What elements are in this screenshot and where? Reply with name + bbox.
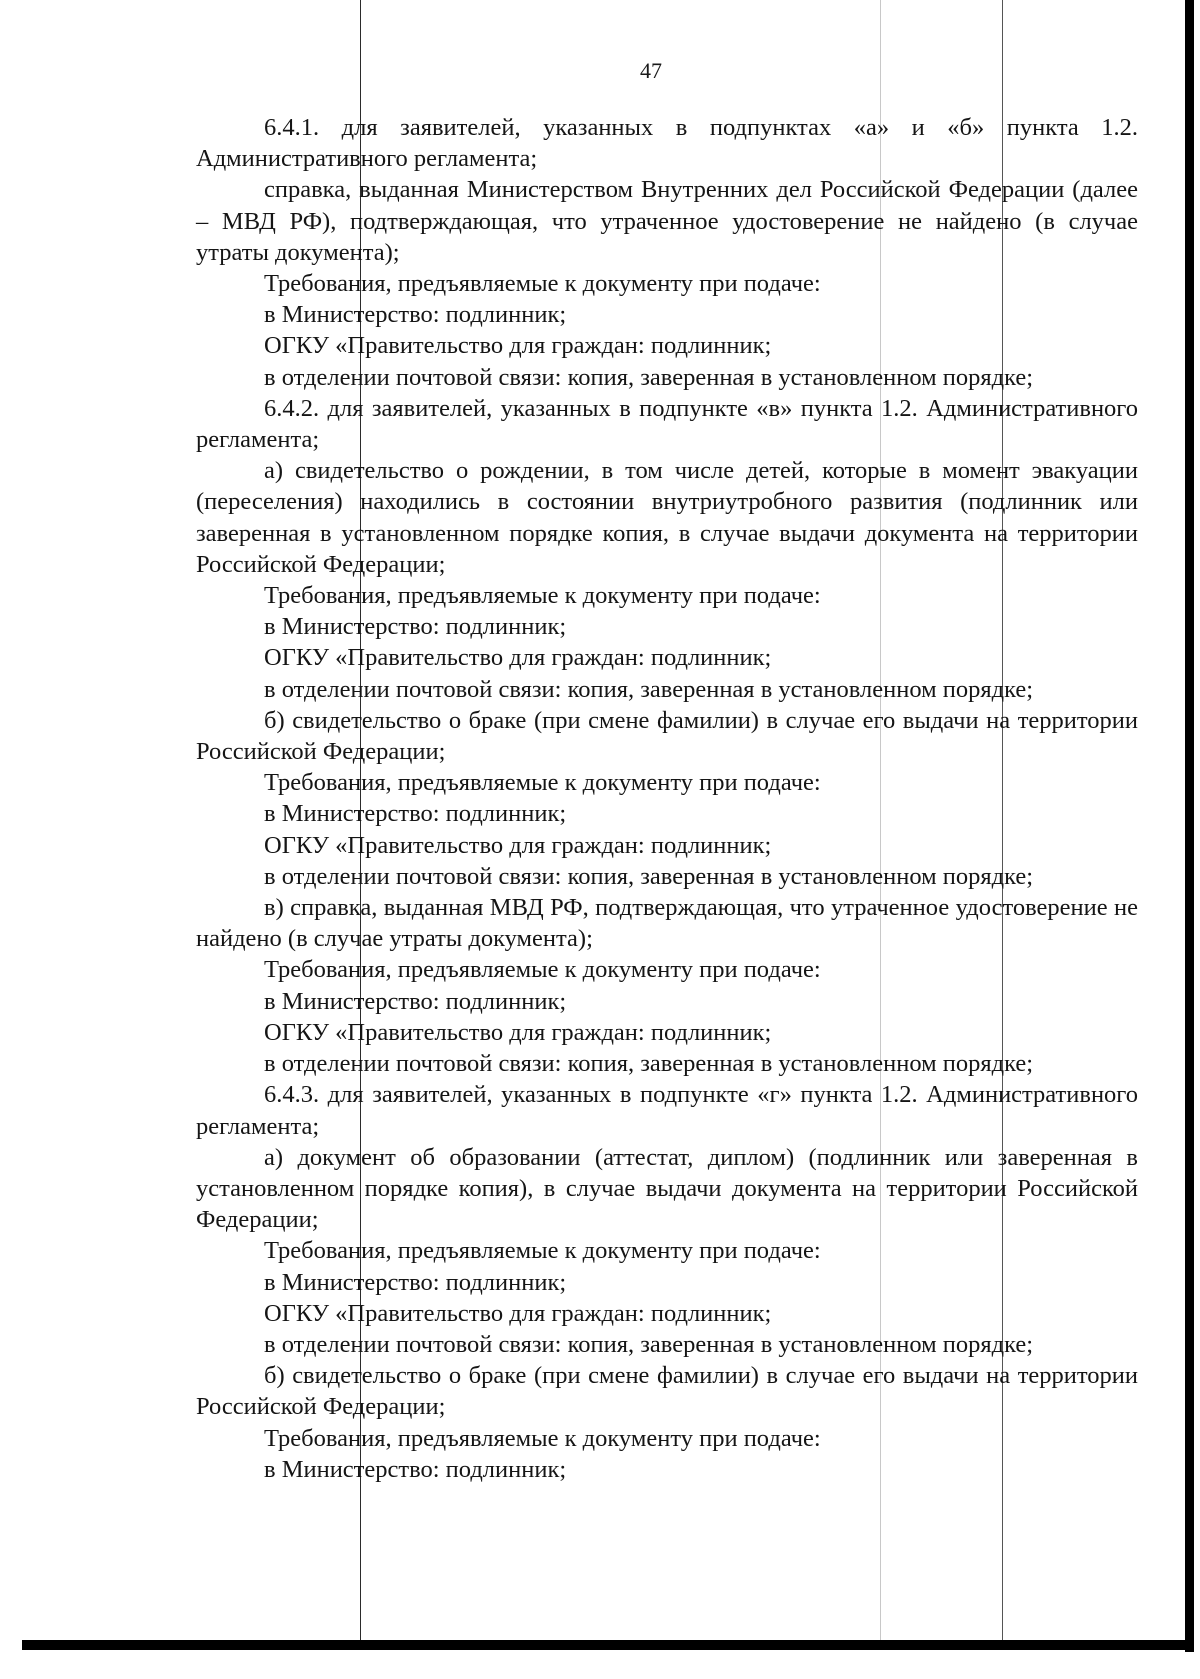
paragraph: ОГКУ «Правительство для граждан: подлинник;: [264, 644, 772, 672]
paragraph: в Министерство: подлинник;: [264, 800, 567, 828]
paragraph: 6.4.1. для заявителей, указанных в подпунктах «а» и «б» пункта 1.2. Административного регламента;: [196, 114, 1138, 173]
paragraph: ОГКУ «Правительство для граждан: подлинник;: [264, 332, 772, 360]
paragraph: Требования, предъявляемые к документу при подаче:: [264, 956, 821, 984]
paragraph: 6.4.2. для заявителей, указанных в подпункте «в» пункта 1.2. Административного регламента;: [196, 394, 1138, 454]
paragraph: б) свидетельство о браке (при смене фамилии) в случае его выдачи на территории Российской Федерации;: [196, 706, 1138, 766]
document-body: [196, 112, 1138, 1485]
paragraph: 6.4.3. для заявителей, указанных в подпункте «г» пункта 1.2. Административного регламента;: [196, 1081, 1138, 1140]
paragraph: в Министерство: подлинник;: [264, 301, 567, 329]
paragraph: справка, выданная Министерством Внутренних дел Российской Федерации (далее – МВД РФ), подтверждающая, что утраченное удостоверение не найдено (в случае утраты документа);: [196, 176, 1138, 266]
paragraph: Требования, предъявляемые к документу при подаче:: [264, 270, 821, 298]
page-border-bottom: [22, 1640, 1194, 1650]
paragraph: Требования, предъявляемые к документу при подаче:: [264, 1424, 821, 1452]
paragraph: Требования, предъявляемые к документу при подаче:: [264, 769, 821, 797]
paragraph: ОГКУ «Правительство для граждан: подлинник;: [264, 1299, 772, 1327]
paragraph: б) свидетельство о браке (при смене фамилии) в случае его выдачи на территории Российской Федерации;: [196, 1362, 1138, 1421]
paragraph: в отделении почтовой связи: копия, заверенная в установленном порядке;: [264, 1050, 1034, 1078]
paragraph: в отделении почтовой связи: копия, заверенная в установленном порядке;: [264, 675, 1034, 703]
paragraph: ОГКУ «Правительство для граждан: подлинник;: [264, 831, 772, 859]
paragraph: в отделении почтовой связи: копия, заверенная в установленном порядке;: [264, 1330, 1034, 1358]
paragraph: в отделении почтовой связи: копия, заверенная в установленном порядке;: [264, 363, 1034, 391]
paragraph: в Министерство: подлинник;: [264, 1268, 567, 1296]
paragraph: Требования, предъявляемые к документу при подаче:: [264, 582, 821, 610]
paragraph: а) документ об образовании (аттестат, диплом) (подлинник или заверенная в установленном порядке копия), в случае выдачи документа на территории Российской Федерации;: [196, 1143, 1138, 1234]
paragraph: а) свидетельство о рождении, в том числе детей, которые в момент эвакуации (переселения) находились в состоянии внутриутробного развития (подлинник или заверенная в установленном порядке копия, в случае выдачи документа на территории Российской Федерации;: [196, 457, 1138, 578]
page-border-right: [1185, 0, 1194, 1652]
paragraph: ОГКУ «Правительство для граждан: подлинник;: [264, 1018, 772, 1046]
paragraph: в отделении почтовой связи: копия, заверенная в установленном порядке;: [264, 862, 1034, 890]
page-number: 47: [640, 58, 662, 83]
paragraph: в Министерство: подлинник;: [264, 613, 567, 641]
paragraph: в) справка, выданная МВД РФ, подтверждающая, что утраченное удостоверение не найдено (в случае утраты документа);: [196, 894, 1138, 953]
paragraph: Требования, предъявляемые к документу при подаче:: [264, 1237, 821, 1265]
paragraph: в Министерство: подлинник;: [264, 987, 567, 1015]
paragraph: в Министерство: подлинник;: [264, 1455, 567, 1483]
